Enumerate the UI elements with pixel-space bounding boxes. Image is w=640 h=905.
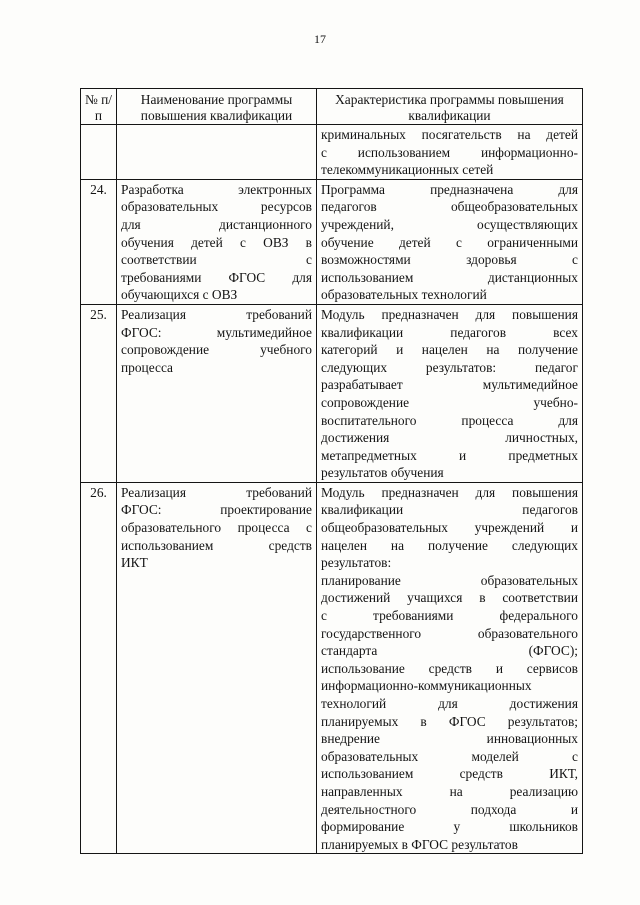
cell-program-name (117, 304, 317, 482)
table-row-continuation (81, 125, 583, 180)
page-number: 17 (314, 32, 326, 46)
desc-line: стандарта (ФГОС); (321, 643, 578, 659)
desc-line: Программа предназначена для (321, 181, 578, 197)
desc-line: направленных на реализацию (321, 783, 578, 799)
name-line: ФГОС: проектирование (121, 502, 312, 518)
table-body (81, 125, 583, 854)
desc-line: Модуль предназначен для повышения (321, 484, 578, 500)
cell-number: 26. (81, 482, 117, 853)
desc-line: Модуль предназначен для повышения (321, 306, 578, 322)
desc-line: телекоммуникационных сетей (321, 162, 494, 178)
name-line: требованиями ФГОС для (121, 269, 312, 285)
name-line: обучающихся с ОВЗ (121, 287, 238, 303)
desc-line: сопровождение учебно- (321, 394, 578, 410)
cell-name-empty (117, 125, 317, 180)
name-line: соответствии с (121, 252, 312, 268)
name-line: обучения детей с ОВЗ в (121, 234, 312, 250)
header-program-description: Характеристика программы повышения квалификации (317, 89, 583, 125)
desc-line: нацелен на получение следующих (321, 537, 578, 553)
table-row (81, 304, 583, 482)
desc-line: результатов: (321, 555, 392, 571)
name-line: ФГОС: мультимедийное (121, 324, 312, 340)
desc-line: деятельностного подхода и (321, 801, 578, 817)
cell-description-continuation (317, 125, 583, 180)
cell-program-name (117, 179, 317, 304)
name-line: ИКТ (121, 555, 148, 571)
name-line: образовательного процесса с (121, 520, 312, 536)
cell-program-description (317, 482, 583, 853)
name-line: Реализация требований (121, 306, 312, 322)
desc-line: планирование образовательных (321, 572, 578, 588)
desc-line: с требованиями федерального (321, 608, 578, 624)
desc-line: педагогов общеобразовательных (321, 199, 578, 215)
cell-number: 24. (81, 179, 117, 304)
desc-line: образовательных технологий (321, 287, 487, 303)
name-line: процесса (121, 359, 173, 375)
desc-line: государственного образовательного (321, 625, 578, 641)
header-number: № п/п (81, 89, 117, 125)
desc-line: квалификации педагогов (321, 502, 578, 518)
cell-program-description (317, 304, 583, 482)
desc-line: технологий для достижения (321, 696, 578, 711)
desc-line: квалификации педагогов всех (321, 324, 578, 340)
desc-line: планируемых в ФГОС результатов; (321, 713, 578, 729)
name-line: сопровождение учебного (121, 342, 312, 358)
desc-line: криминальных посягательств на детей (321, 127, 578, 142)
cell-program-name (117, 482, 317, 853)
desc-line: с использованием информационно- (321, 144, 578, 160)
name-line: Реализация требований (121, 484, 312, 500)
table-row (81, 482, 583, 853)
table-row (81, 179, 583, 304)
desc-line: внедрение инновационных (321, 731, 578, 747)
cell-number-empty (81, 125, 117, 180)
desc-line: использованием средств ИКТ, (321, 766, 578, 782)
desc-line: достижений учащихся в соответствии (321, 590, 578, 606)
desc-line: общеобразовательных учреждений и (321, 520, 578, 536)
desc-line: метапредметных и предметных (321, 447, 578, 463)
desc-line: учреждений, осуществляющих (321, 216, 578, 232)
name-line: образовательных ресурсов (121, 199, 312, 215)
header-program-name: Наименование программы повышения квалификации (117, 89, 317, 125)
desc-line: воспитательного процесса для (321, 412, 578, 428)
desc-line: использованием дистанционных (321, 269, 578, 285)
name-line: для дистанционного (121, 216, 312, 232)
desc-line: достижения личностных, (321, 430, 578, 446)
name-line: Разработка электронных (121, 181, 312, 197)
desc-line: формирование у школьников (321, 819, 578, 835)
cell-number: 25. (81, 304, 117, 482)
desc-line: планируемых в ФГОС результатов (321, 836, 518, 852)
table-header-row (81, 89, 583, 125)
desc-line: возможностями здоровья с (321, 252, 578, 268)
desc-line: результатов обучения (321, 465, 444, 481)
desc-line: образовательных моделей с (321, 748, 578, 764)
desc-line: категорий и нацелен на получение (321, 342, 578, 358)
desc-line: информационно-коммуникационных (321, 678, 532, 694)
desc-line: обучение детей с ограниченными (321, 234, 578, 250)
programs-table (80, 88, 583, 854)
desc-line: следующих результатов: педагог (321, 359, 578, 375)
desc-line: использование средств и сервисов (321, 660, 578, 676)
cell-program-description (317, 179, 583, 304)
name-line: использованием средств (121, 537, 312, 553)
desc-line: разрабатывает мультимедийное (321, 377, 578, 393)
